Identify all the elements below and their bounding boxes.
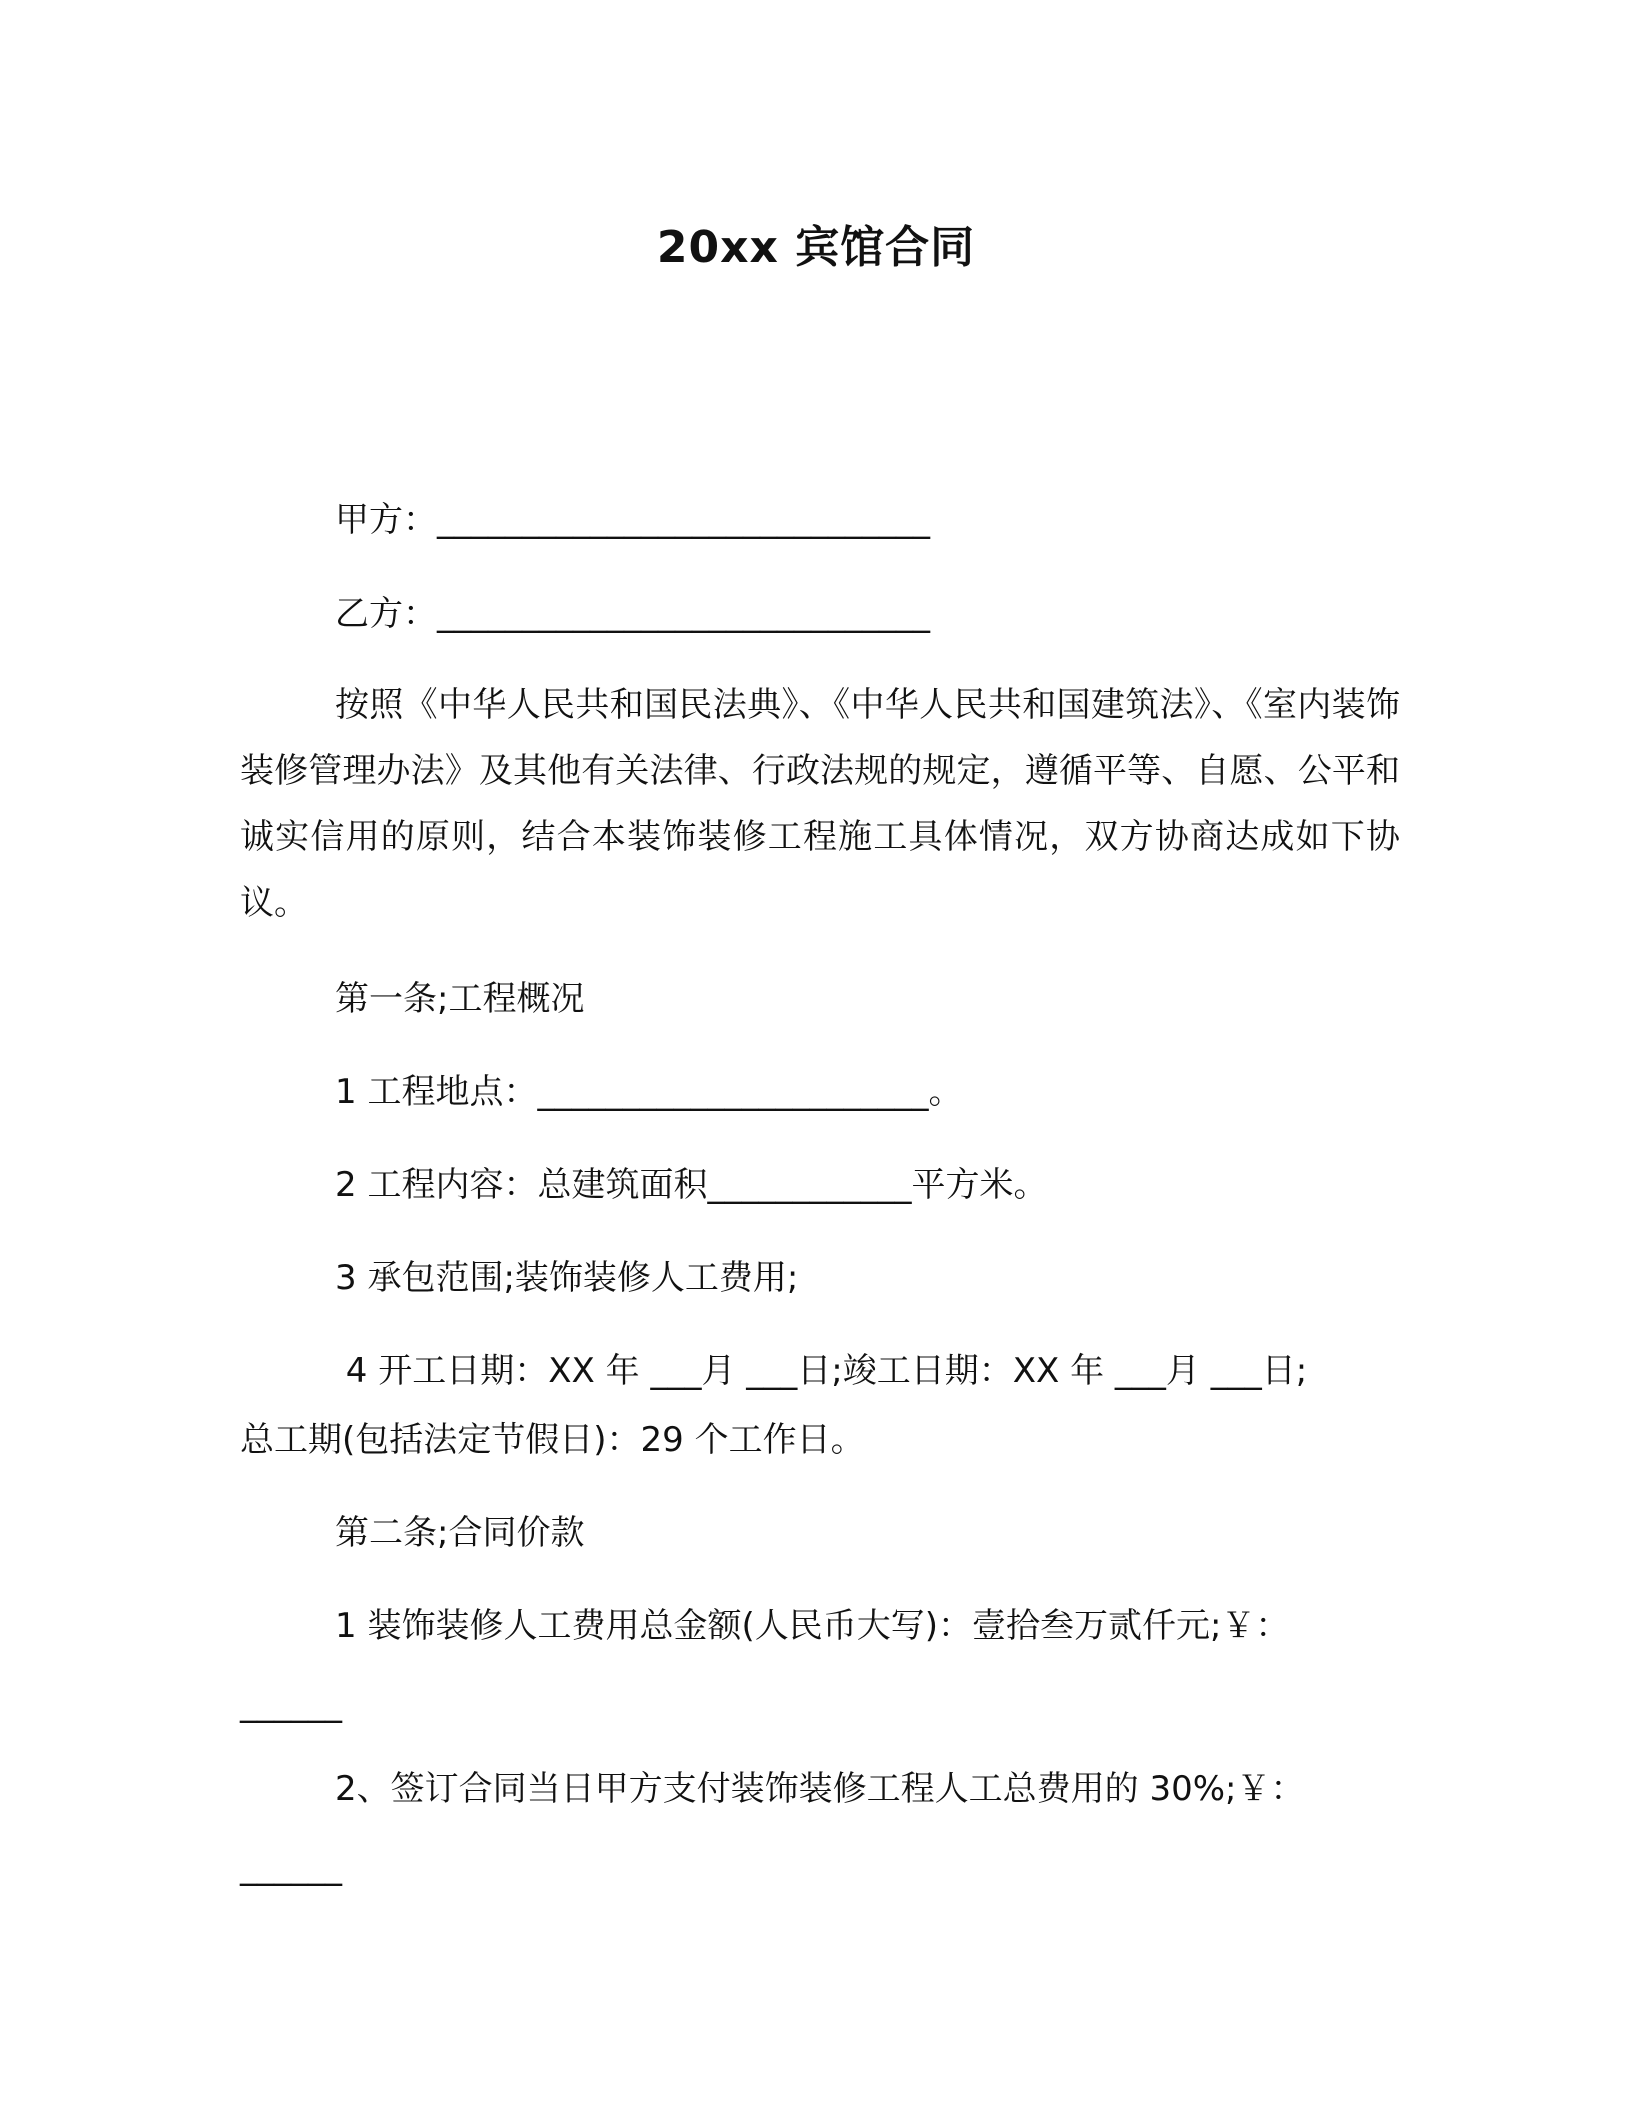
- contract-scope-item: 3 承包范围;装饰装修人工费用;: [335, 1258, 799, 1298]
- project-content-item: 2 工程内容：总建筑面积____________平方米。: [335, 1165, 1048, 1205]
- preamble-paragraph: 按照《中华人民共和国民法典》、《中华人民共和国建筑法》、《室内装饰装修管理办法》及其他有关法律、行政法规的规定，遵循平等、自愿、公平和诚实信用的原则，结合本装饰装修工程施工具体情况，双方协商达成如下协议。: [240, 685, 1400, 923]
- project-duration-line: 总工期(包括法定节假日)：29 个工作日。: [240, 1420, 865, 1460]
- party-b-line: 乙方：_____________________________: [335, 594, 930, 634]
- project-location-item: 1 工程地点：_______________________。: [335, 1072, 963, 1112]
- project-dates-item: 4 开工日期：XX 年 ___月 ___日;竣工日期：XX 年 ___月 ___日;: [335, 1351, 1308, 1391]
- party-a-line: 甲方：_____________________________: [335, 500, 930, 540]
- total-labor-cost-item: 1 装饰装修人工费用总金额(人民币大写)：壹拾叁万贰仟元;￥：: [335, 1606, 1290, 1646]
- total-labor-cost-blank: ______: [240, 1684, 342, 1724]
- document-title: 20xx 宾馆合同: [656, 222, 976, 273]
- article-1-heading: 第一条;工程概况: [335, 979, 585, 1019]
- initial-payment-item: 2、签订合同当日甲方支付装饰装修工程人工总费用的 30%;￥：: [335, 1769, 1305, 1809]
- article-2-heading: 第二条;合同价款: [335, 1513, 585, 1553]
- initial-payment-blank: ______: [240, 1847, 342, 1887]
